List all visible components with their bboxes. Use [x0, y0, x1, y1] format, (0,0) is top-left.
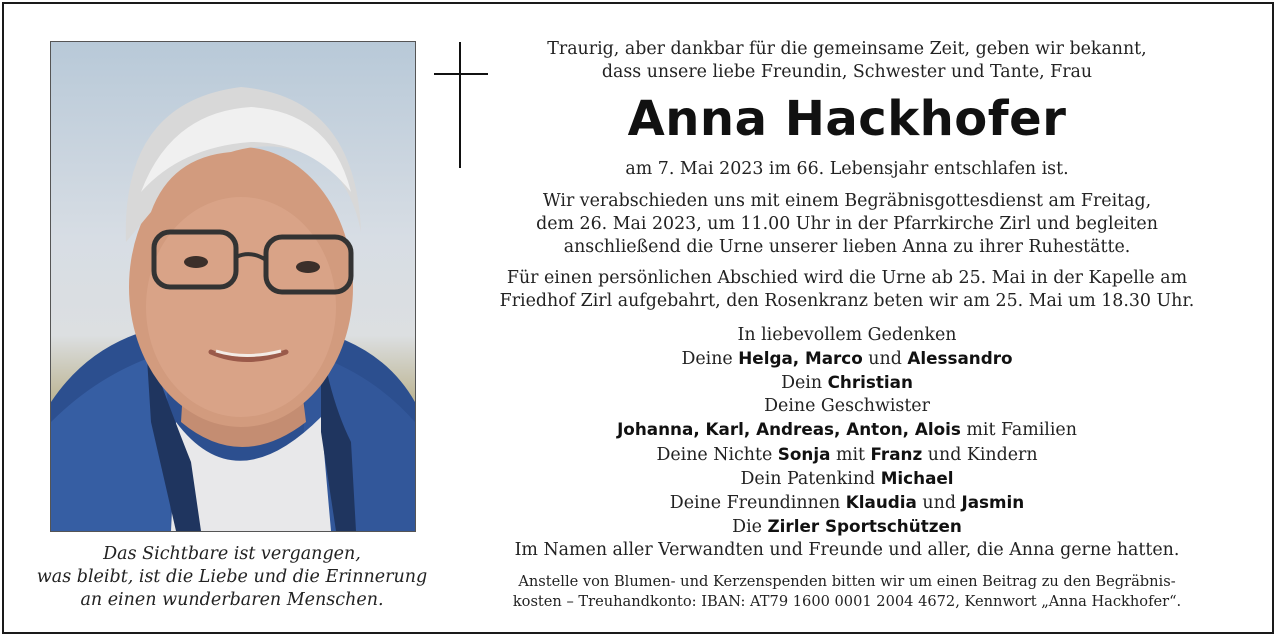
- quote-line: was bleibt, ist die Liebe und die Erinnerung: [36, 567, 428, 587]
- notice-text: [466, 38, 1228, 612]
- quote-line: an einen wunderbaren Menschen.: [80, 590, 384, 610]
- farewell-line: Friedhof Zirl aufgebahrt, den Rosenkranz beten wir am 25. Mai um 18.30 Uhr.: [499, 291, 1195, 312]
- closing-line: Im Namen aller Verwandten und Freunde und aller, die Anna gerne hatten.: [514, 540, 1180, 561]
- intro-line: Traurig, aber dankbar für die gemeinsame Zeit, geben wir bekannt,: [547, 39, 1147, 59]
- mourner-row: Dein Christian: [781, 372, 913, 394]
- mourners-heading: In liebevollem Gedenken: [737, 324, 957, 345]
- mourner-row: Die Zirler Sportschützen: [732, 516, 962, 538]
- portrait-photo: [50, 41, 416, 532]
- donation-line: Anstelle von Blumen- und Kerzenspenden bitten wir um einen Beitrag zu den Begräbnis-: [518, 572, 1176, 590]
- donation-line: kosten – Treuhandkonto: IBAN: AT79 1600 0001 2004 4672, Kennwort „Anna Hackhofer“.: [512, 592, 1182, 610]
- service-line: anschließend die Urne unserer lieben Anna zu ihrer Ruhestätte.: [563, 237, 1131, 258]
- farewell-line: Für einen persönlichen Abschied wird die Urne ab 25. Mai in der Kapelle am: [506, 268, 1188, 289]
- mourner-row: Deine Geschwister: [764, 396, 930, 417]
- death-line: am 7. Mai 2023 im 66. Lebensjahr entschlafen ist.: [625, 159, 1069, 180]
- mourner-row: Deine Helga, Marco und Alessandro: [681, 347, 1013, 369]
- mourner-row: Deine Nichte Sonja mit Franz und Kindern: [656, 443, 1038, 465]
- mourner-row: Johanna, Karl, Andreas, Anton, Alois mit Familien: [617, 419, 1077, 441]
- obituary-notice: [2, 2, 1274, 634]
- memorial-quote: [20, 543, 444, 612]
- quote-line: Das Sichtbare ist vergangen,: [103, 544, 361, 564]
- portrait-illustration: [51, 42, 415, 531]
- mourner-row: Deine Freundinnen Klaudia und Jasmin: [669, 492, 1025, 514]
- intro-line: dass unsere liebe Freundin, Schwester und Tante, Frau: [601, 62, 1093, 83]
- mourner-row: Dein Patenkind Michael: [740, 467, 954, 489]
- deceased-name: Anna Hackhofer: [627, 91, 1067, 148]
- service-line: Wir verabschieden uns mit einem Begräbnisgottesdienst am Freitag,: [542, 190, 1152, 211]
- service-line: dem 26. Mai 2023, um 11.00 Uhr in der Pfarrkirche Zirl und begleiten: [536, 213, 1158, 234]
